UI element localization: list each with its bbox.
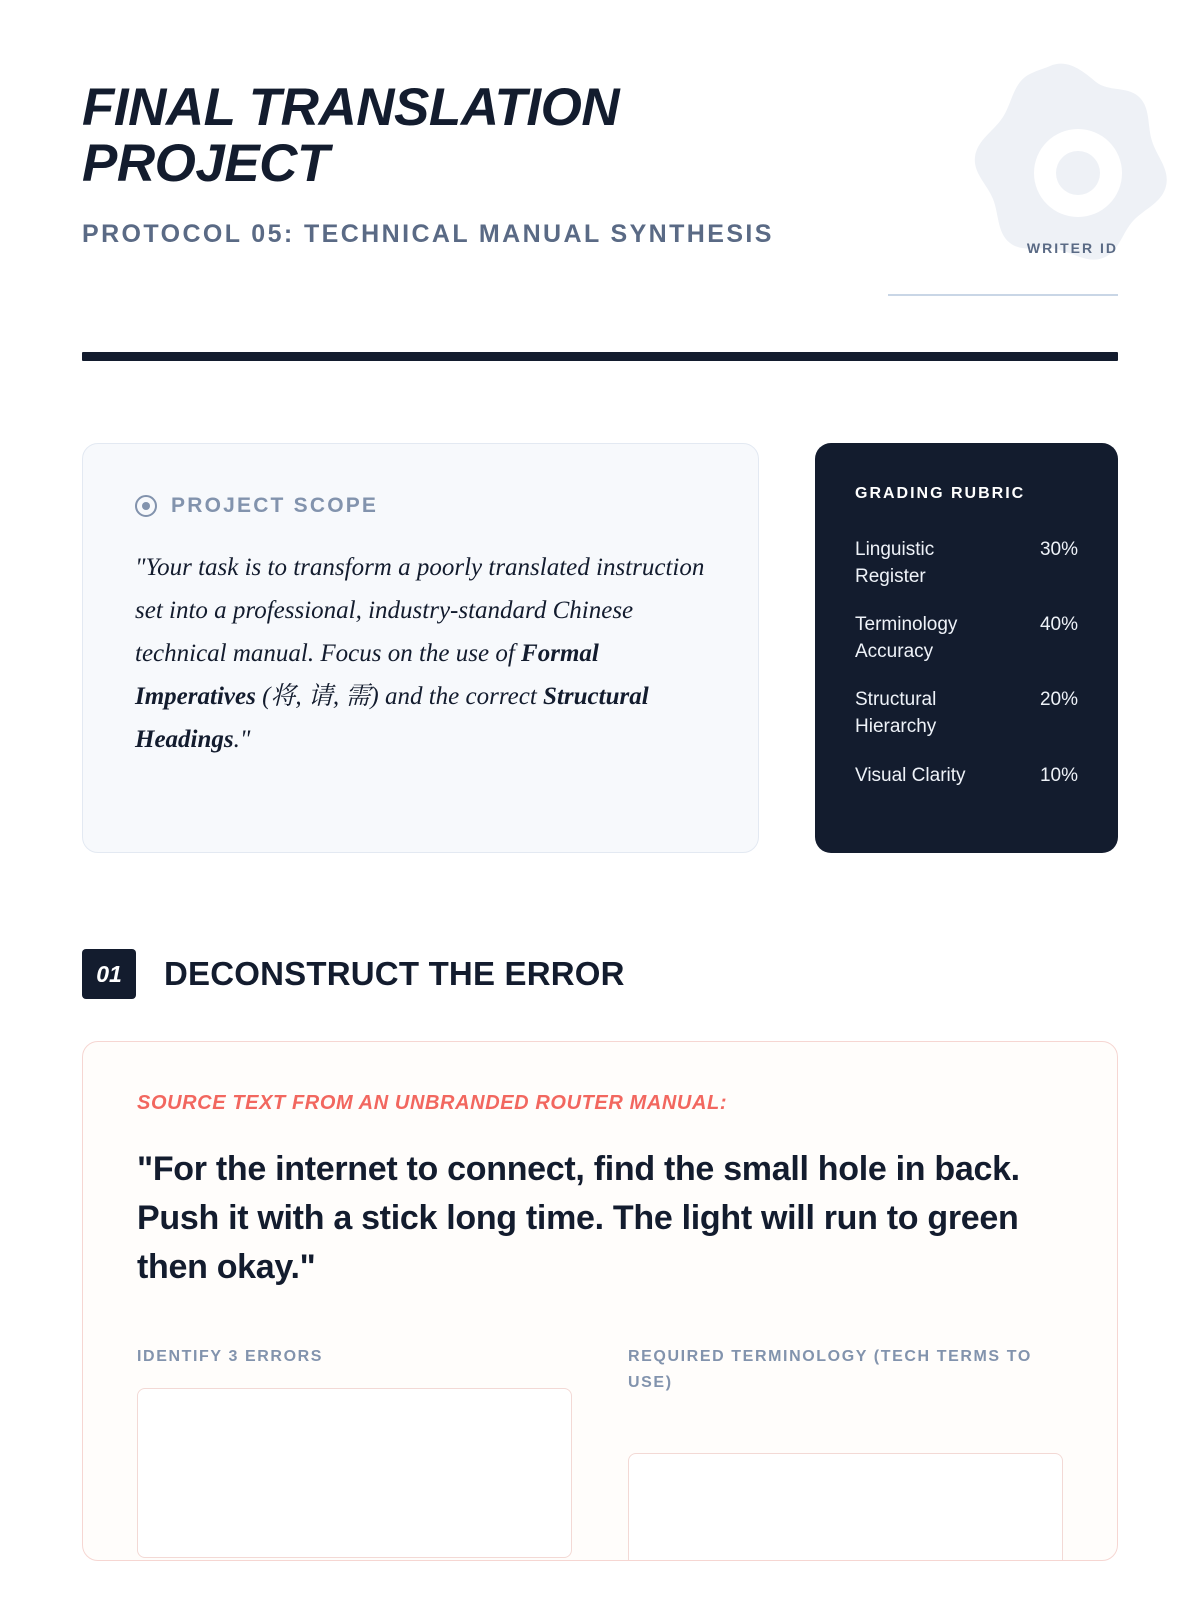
rubric-criterion-label: Linguistic Register [855, 539, 935, 587]
required-terminology-input[interactable] [628, 1453, 1063, 1561]
source-text-quote: "For the internet to connect, find the small hole in back. Push it with a stick long time. The light will run to green then okay." [137, 1150, 1020, 1287]
grading-rubric-title: GRADING RUBRIC [855, 485, 1026, 502]
source-text-label: SOURCE TEXT FROM AN UNBRANDED ROUTER MANUAL: [137, 1092, 728, 1115]
page-title: FINAL TRANSLATION PROJECT [82, 78, 620, 194]
rubric-row [855, 763, 1078, 790]
deconstruct-error-panel [82, 1041, 1118, 1561]
rubric-row [855, 537, 1078, 590]
rubric-criterion-weight: 10% [1039, 764, 1078, 786]
rubric-criterion-label: Structural Hierarchy [855, 689, 937, 737]
title-block [82, 80, 782, 252]
required-terminology-field [628, 1344, 1063, 1561]
scope-bold-structural-headings: Structural Headings [135, 683, 649, 753]
writer-id-input[interactable] [888, 294, 1118, 296]
rubric-criterion-label: Terminology Accuracy [855, 614, 958, 662]
header-divider [82, 352, 1118, 361]
identify-errors-label: IDENTIFY 3 ERRORS [137, 1348, 324, 1366]
section-heading [82, 949, 1118, 999]
page-subtitle: PROTOCOL 05: TECHNICAL MANUAL SYNTHESIS [82, 220, 774, 249]
writer-id-block [888, 240, 1118, 296]
step-number-badge: 01 [82, 949, 136, 999]
rubric-criterion-weight: 30% [1039, 539, 1078, 560]
grading-rubric-card [815, 443, 1118, 853]
rubric-row [855, 612, 1078, 665]
scope-bold-formal-imperatives: Formal Imperatives [135, 640, 599, 710]
scope-text-part2: (将, 请, 需) and the correct [255, 683, 544, 710]
scope-text-part3: ." [233, 726, 251, 753]
scope-text-part1: "Your task is to transform a poorly translated instruction set into a professional, industry-standard Chinese technical manual. Focus on the use of [135, 554, 705, 667]
rubric-criterion-weight: 40% [1039, 614, 1078, 636]
project-scope-header [135, 494, 706, 518]
rubric-row [855, 687, 1078, 740]
writer-id-label: WRITER ID [1026, 240, 1118, 256]
identify-errors-input[interactable] [137, 1388, 572, 1558]
project-scope-card [82, 443, 759, 853]
rubric-criterion-label: Visual Clarity [855, 764, 966, 786]
target-icon [135, 495, 157, 517]
answer-fields-row [137, 1344, 1063, 1561]
section-title: DECONSTRUCT THE ERROR [164, 955, 625, 993]
page-header [82, 80, 1118, 296]
top-cards-row [82, 443, 1118, 853]
project-scope-text [135, 546, 706, 761]
rubric-criterion-weight: 20% [1039, 689, 1078, 711]
identify-errors-field [137, 1344, 572, 1561]
project-scope-title: PROJECT SCOPE [171, 494, 379, 517]
required-terminology-label: REQUIRED TERMINOLOGY (TECH TERMS TO USE) [628, 1348, 1032, 1391]
